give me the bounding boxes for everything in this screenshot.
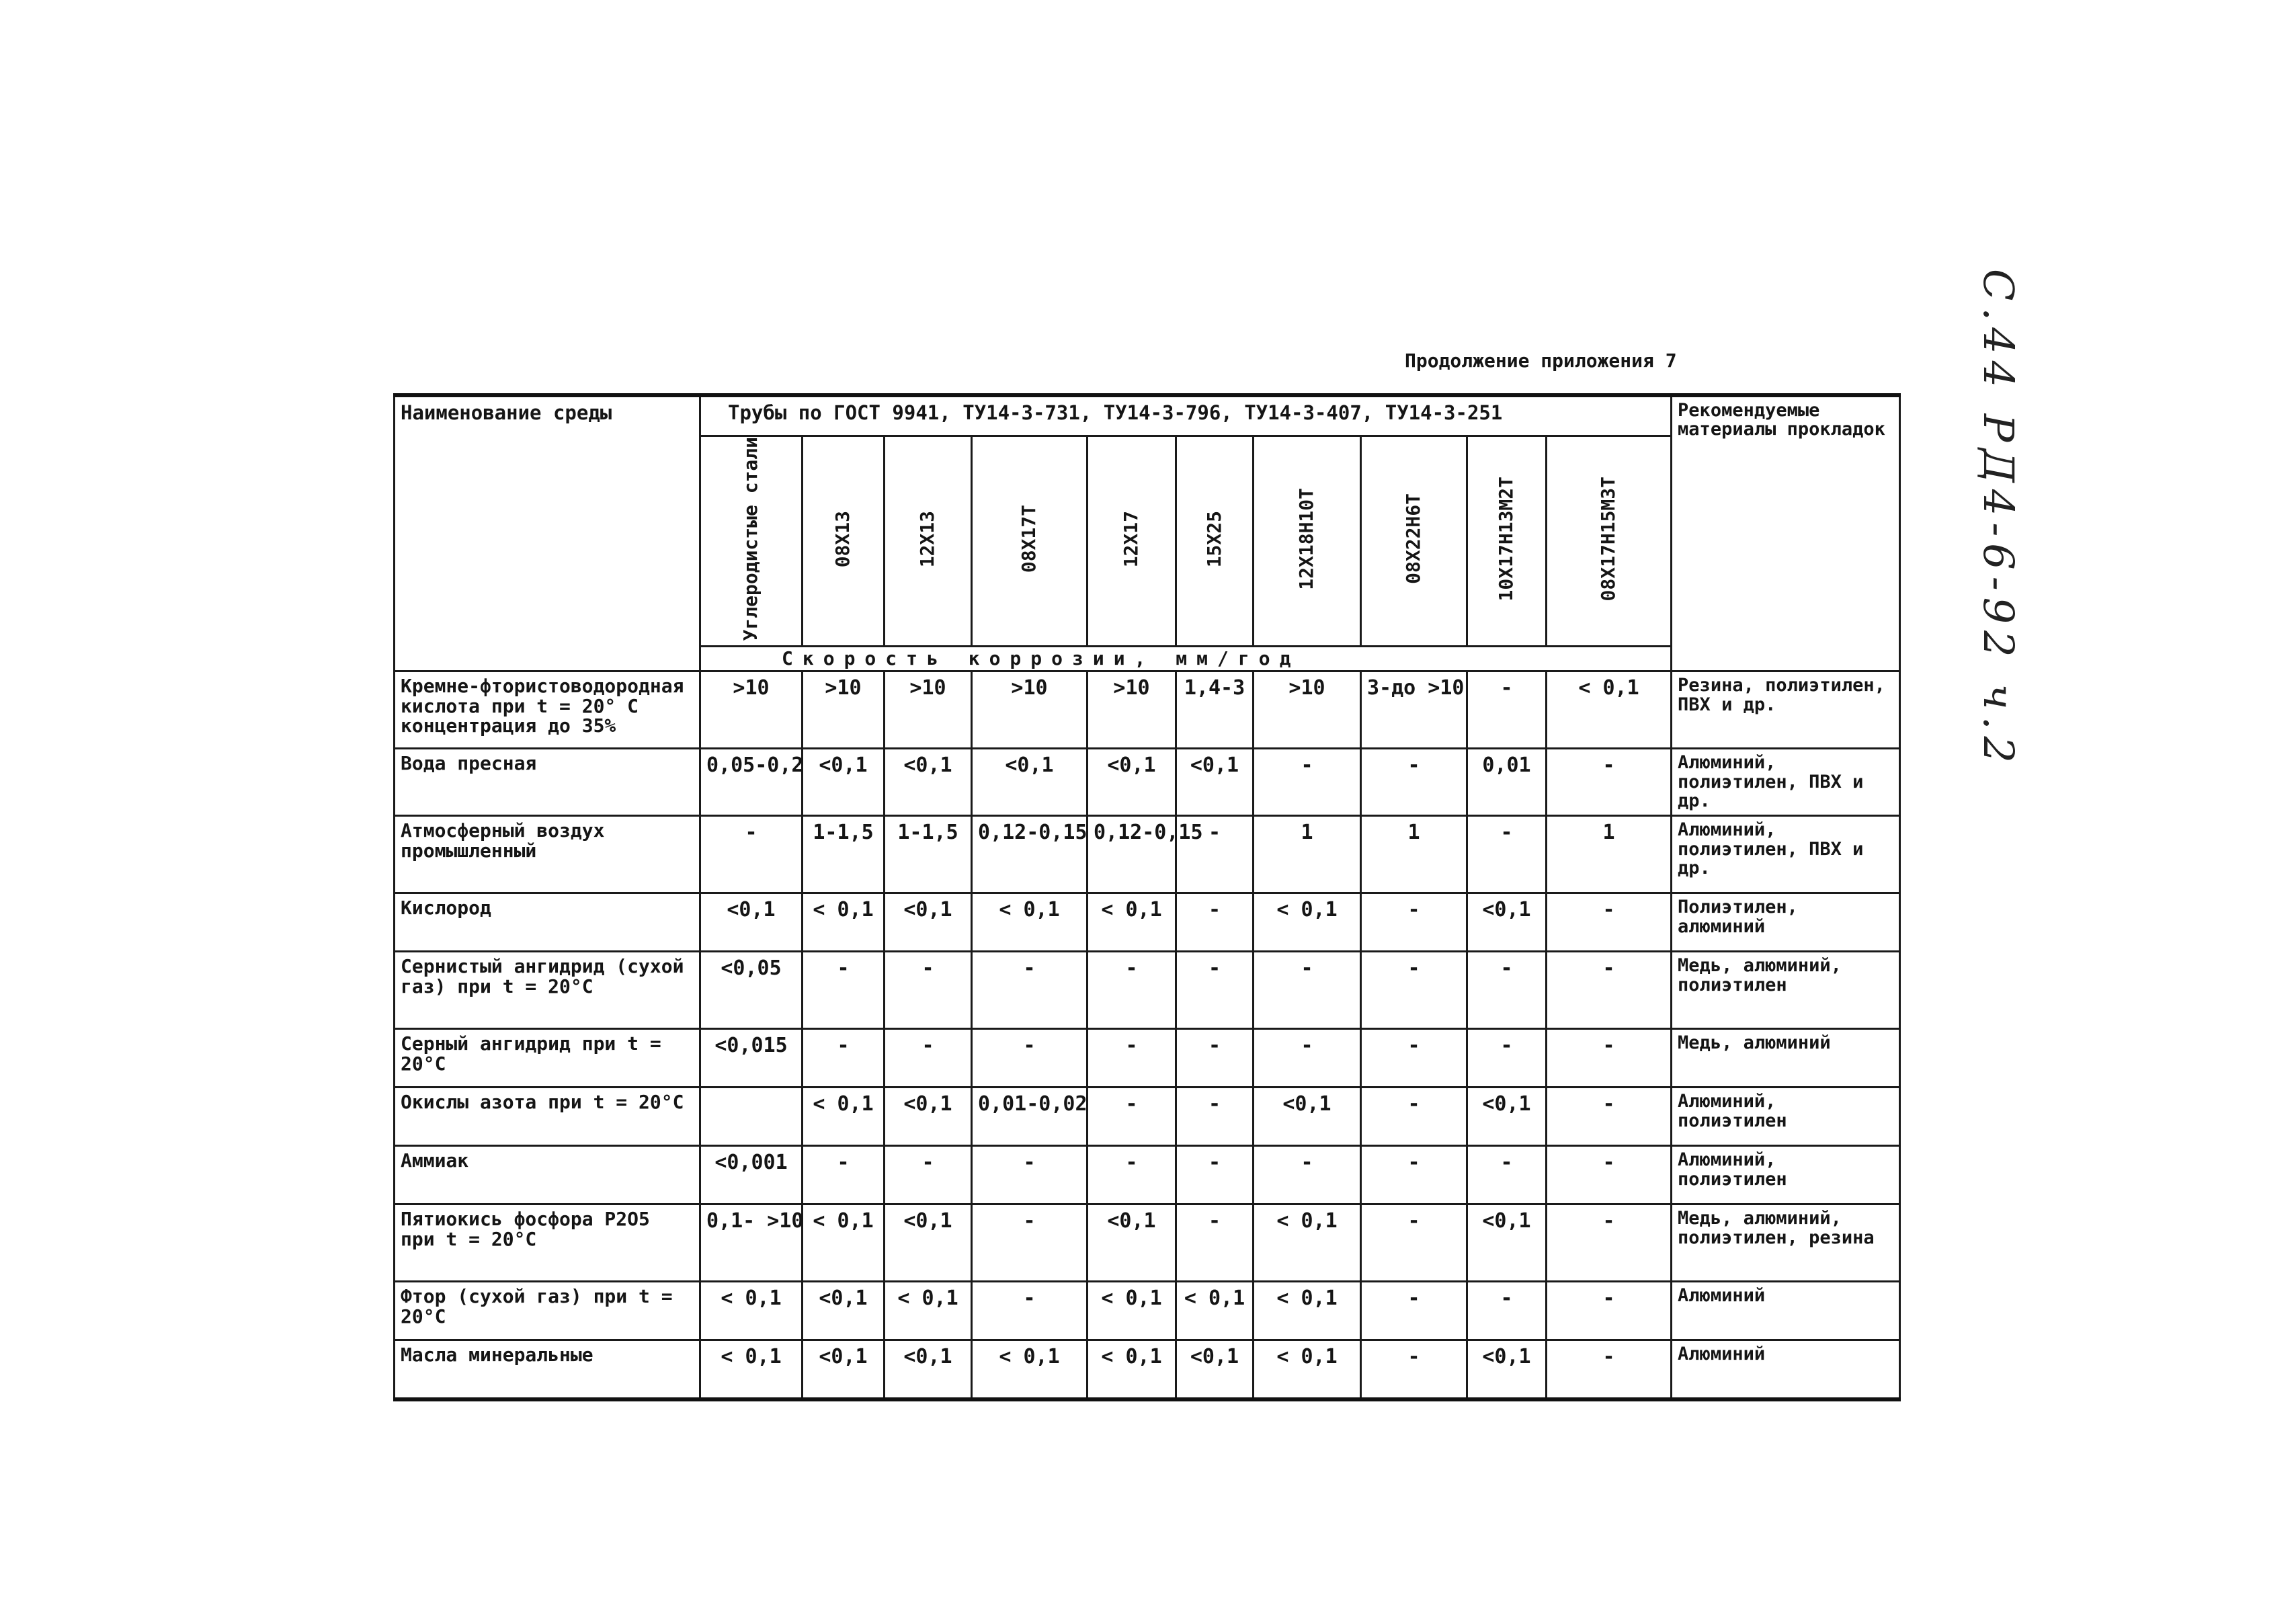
- corrosion-rate-cell: -: [885, 1029, 972, 1088]
- corrosion-rate-cell: <0,1: [700, 893, 803, 952]
- corrosion-rate-cell: <0,1: [885, 749, 972, 816]
- gasket-material-cell: Алюминий, полиэтилен, ПВХ и др.: [1672, 749, 1900, 816]
- corrosion-rate-cell: -: [1467, 952, 1547, 1029]
- corrosion-rate-cell: < 0,1: [1088, 1340, 1176, 1400]
- corrosion-rate-cell: -: [1361, 1340, 1467, 1400]
- steel-grade-label: 08Х17Т: [1018, 505, 1040, 573]
- table-row: [395, 1340, 1900, 1400]
- steel-grade-label: 10Х17Н13М2Т: [1495, 477, 1518, 602]
- corrosion-rate-cell: <0,1: [1467, 893, 1547, 952]
- pipes-standards-header: Трубы по ГОСТ 9941, ТУ14-3-731, ТУ14-3-796, ТУ14-3-407, ТУ14-3-251: [700, 395, 1672, 436]
- table-row: [395, 1146, 1900, 1204]
- corrosion-rate-cell: <0,1: [972, 749, 1088, 816]
- gasket-material-cell: Алюминий, полиэтилен: [1672, 1146, 1900, 1204]
- steel-grade-label: Углеродистые стали: [739, 437, 762, 641]
- steel-grade-header: [700, 436, 803, 647]
- corrosion-rate-cell: >10: [1254, 671, 1361, 749]
- steel-grade-header: [1361, 436, 1467, 647]
- corrosion-rate-cell: < 0,1: [803, 1088, 885, 1146]
- corrosion-rate-cell: 1: [1547, 816, 1672, 893]
- corrosion-rate-cell: -: [1467, 1146, 1547, 1204]
- corrosion-rate-cell: -: [1547, 1204, 1672, 1282]
- corrosion-rate-cell: <0,05: [700, 952, 803, 1029]
- corrosion-rate-cell: -: [1547, 952, 1672, 1029]
- corrosion-rate-cell: >10: [700, 671, 803, 749]
- corrosion-rate-cell: -: [1361, 1088, 1467, 1146]
- corrosion-rate-subheader: Скорость коррозии, мм/год: [700, 647, 1672, 671]
- corrosion-rate-cell: 1-1,5: [803, 816, 885, 893]
- gasket-material-cell: Медь, алюминий, полиэтилен: [1672, 952, 1900, 1029]
- corrosion-rate-cell: >10: [803, 671, 885, 749]
- corrosion-rate-cell: < 0,1: [885, 1282, 972, 1340]
- table-row: [395, 893, 1900, 952]
- table-row: [395, 1204, 1900, 1282]
- corrosion-rate-cell: >10: [1088, 671, 1176, 749]
- table-row: [395, 816, 1900, 893]
- corrosion-rate-cell: < 0,1: [700, 1340, 803, 1400]
- corrosion-rate-cell: -: [803, 1029, 885, 1088]
- corrosion-rate-cell: < 0,1: [1254, 1204, 1361, 1282]
- gasket-material-cell: Алюминий, полиэтилен: [1672, 1088, 1900, 1146]
- corrosion-rate-cell: -: [1088, 1029, 1176, 1088]
- steel-grade-label: 12Х17: [1120, 510, 1143, 567]
- steel-grade-label: 12Х13: [916, 510, 939, 567]
- gasket-material-cell: Медь, алюминий: [1672, 1029, 1900, 1088]
- corrosion-rate-cell: < 0,1: [1088, 893, 1176, 952]
- corrosion-rate-table: [393, 393, 1901, 1401]
- corrosion-rate-cell: -: [972, 1204, 1088, 1282]
- table-body: [395, 671, 1900, 1400]
- corrosion-rate-cell: 0,01: [1467, 749, 1547, 816]
- corrosion-rate-cell: < 0,1: [803, 893, 885, 952]
- corrosion-rate-cell: <0,1: [1467, 1088, 1547, 1146]
- corrosion-rate-cell: < 0,1: [1254, 1282, 1361, 1340]
- gasket-material-cell: Полиэтилен, алюминий: [1672, 893, 1900, 952]
- corrosion-rate-cell: -: [1176, 1088, 1254, 1146]
- medium-name: Серный ангидрид при t = 20°С: [395, 1029, 700, 1088]
- steel-grade-header: [803, 436, 885, 647]
- corrosion-rate-cell: -: [1088, 1146, 1176, 1204]
- corrosion-rate-cell: 1,4-3: [1176, 671, 1254, 749]
- corrosion-rate-cell: -: [972, 1146, 1088, 1204]
- corrosion-rate-cell: <0,1: [1176, 1340, 1254, 1400]
- corrosion-rate-cell: <0,1: [885, 1340, 972, 1400]
- medium-name: Фтор (сухой газ) при t = 20°С: [395, 1282, 700, 1340]
- gasket-material-cell: Медь, алюминий, полиэтилен, резина: [1672, 1204, 1900, 1282]
- corrosion-rate-cell: -: [1467, 1282, 1547, 1340]
- steel-grade-label: 15Х25: [1202, 510, 1225, 567]
- medium-name: Пятиокись фосфора P2O5 при t = 20°С: [395, 1204, 700, 1282]
- table-row: [395, 952, 1900, 1029]
- corrosion-rate-cell: -: [972, 1029, 1088, 1088]
- corrosion-rate-cell: [700, 1088, 803, 1146]
- medium-name: Кремне-фтористоводородная кислота при t = 20° С концентрация до 35%: [395, 671, 700, 749]
- medium-column-header: Наименование среды: [395, 395, 700, 671]
- corrosion-rate-cell: 0,05-0,2: [700, 749, 803, 816]
- steel-grade-label: 08Х22Н6Т: [1402, 493, 1425, 585]
- corrosion-rate-cell: -: [1547, 1146, 1672, 1204]
- corrosion-rate-cell: -: [885, 952, 972, 1029]
- steel-grade-header: [1176, 436, 1254, 647]
- corrosion-rate-cell: >10: [972, 671, 1088, 749]
- corrosion-rate-cell: -: [1176, 952, 1254, 1029]
- corrosion-rate-cell: -: [700, 816, 803, 893]
- corrosion-rate-cell: < 0,1: [1254, 1340, 1361, 1400]
- corrosion-rate-cell: 0,01-0,02: [972, 1088, 1088, 1146]
- table-row: [395, 1088, 1900, 1146]
- corrosion-rate-cell: -: [972, 1282, 1088, 1340]
- gasket-material-cell: Алюминий: [1672, 1340, 1900, 1400]
- corrosion-rate-cell: -: [803, 1146, 885, 1204]
- corrosion-rate-cell: -: [1361, 749, 1467, 816]
- table-row: [395, 1282, 1900, 1340]
- corrosion-rate-cell: < 0,1: [1547, 671, 1672, 749]
- steel-grade-header: [1088, 436, 1176, 647]
- medium-name: Вода пресная: [395, 749, 700, 816]
- steel-grade-header: [885, 436, 972, 647]
- corrosion-rate-cell: <0,001: [700, 1146, 803, 1204]
- corrosion-rate-cell: -: [1361, 1204, 1467, 1282]
- corrosion-rate-cell: -: [1176, 1204, 1254, 1282]
- corrosion-rate-cell: -: [1254, 952, 1361, 1029]
- corrosion-rate-cell: -: [1176, 893, 1254, 952]
- steel-grade-label: 12Х18Н10Т: [1295, 487, 1318, 590]
- corrosion-rate-cell: -: [1547, 1340, 1672, 1400]
- corrosion-rate-cell: -: [1467, 671, 1547, 749]
- corrosion-rate-cell: 1: [1254, 816, 1361, 893]
- medium-name: Атмосферный воздух промышленный: [395, 816, 700, 893]
- corrosion-rate-cell: <0,1: [1088, 1204, 1176, 1282]
- corrosion-rate-cell: 0,12-0,15: [972, 816, 1088, 893]
- corrosion-rate-cell: < 0,1: [1254, 893, 1361, 952]
- corrosion-rate-cell: -: [1547, 1029, 1672, 1088]
- corrosion-rate-cell: 1-1,5: [885, 816, 972, 893]
- corrosion-rate-cell: <0,1: [803, 749, 885, 816]
- steel-grade-header: [972, 436, 1088, 647]
- corrosion-rate-cell: -: [1361, 893, 1467, 952]
- medium-name: Аммиак: [395, 1146, 700, 1204]
- corrosion-rate-cell: -: [1361, 1146, 1467, 1204]
- medium-name: Окислы азота при t = 20°С: [395, 1088, 700, 1146]
- corrosion-rate-cell: -: [1547, 1282, 1672, 1340]
- corrosion-rate-cell: -: [1361, 1282, 1467, 1340]
- table-row: [395, 749, 1900, 816]
- corrosion-rate-cell: < 0,1: [1088, 1282, 1176, 1340]
- corrosion-rate-cell: <0,1: [1088, 749, 1176, 816]
- table-row: [395, 1029, 1900, 1088]
- corrosion-rate-cell: -: [885, 1146, 972, 1204]
- steel-grade-header: [1467, 436, 1547, 647]
- corrosion-rate-cell: -: [1088, 952, 1176, 1029]
- corrosion-rate-cell: -: [1176, 1146, 1254, 1204]
- corrosion-rate-cell: -: [1547, 893, 1672, 952]
- gasket-material-cell: Алюминий: [1672, 1282, 1900, 1340]
- corrosion-rate-cell: <0,1: [1176, 749, 1254, 816]
- corrosion-rate-cell: < 0,1: [803, 1204, 885, 1282]
- medium-name: Масла минеральные: [395, 1340, 700, 1400]
- corrosion-rate-cell: 0,1- >10: [700, 1204, 803, 1282]
- document-code-note: С.44 РД4-6-92 ч.2: [1974, 269, 2023, 770]
- corrosion-rate-cell: <0,1: [885, 1088, 972, 1146]
- corrosion-rate-cell: -: [1467, 1029, 1547, 1088]
- corrosion-rate-cell: -: [1254, 749, 1361, 816]
- corrosion-rate-cell: 0,12-0,15: [1088, 816, 1176, 893]
- corrosion-rate-cell: -: [972, 952, 1088, 1029]
- corrosion-rate-cell: <0,015: [700, 1029, 803, 1088]
- corrosion-rate-cell: < 0,1: [972, 1340, 1088, 1400]
- corrosion-rate-cell: -: [1547, 749, 1672, 816]
- corrosion-rate-cell: -: [1176, 1029, 1254, 1088]
- corrosion-rate-cell: -: [1361, 1029, 1467, 1088]
- gasket-materials-header: Рекомендуемые материалы прокладок: [1672, 395, 1900, 671]
- steel-grade-header: [1547, 436, 1672, 647]
- medium-name: Кислород: [395, 893, 700, 952]
- table-row: [395, 671, 1900, 749]
- corrosion-rate-cell: < 0,1: [972, 893, 1088, 952]
- steel-grade-label: 08Х13: [831, 510, 854, 567]
- corrosion-rate-cell: -: [1467, 816, 1547, 893]
- corrosion-rate-cell: -: [1254, 1146, 1361, 1204]
- gasket-material-cell: Резина, полиэтилен, ПВХ и др.: [1672, 671, 1900, 749]
- gasket-material-cell: Алюминий, полиэтилен, ПВХ и др.: [1672, 816, 1900, 893]
- corrosion-rate-cell: -: [1361, 952, 1467, 1029]
- corrosion-rate-cell: <0,1: [885, 893, 972, 952]
- corrosion-rate-cell: -: [803, 952, 885, 1029]
- corrosion-rate-cell: 3-до >10: [1361, 671, 1467, 749]
- continuation-caption: Продолжение приложения 7: [1405, 350, 1677, 372]
- corrosion-rate-cell: 1: [1361, 816, 1467, 893]
- corrosion-rate-cell: <0,1: [1254, 1088, 1361, 1146]
- corrosion-rate-cell: -: [1088, 1088, 1176, 1146]
- corrosion-rate-cell: <0,1: [885, 1204, 972, 1282]
- corrosion-rate-cell: >10: [885, 671, 972, 749]
- corrosion-rate-cell: -: [1254, 1029, 1361, 1088]
- steel-grade-label: 08Х17Н15М3Т: [1597, 477, 1620, 602]
- corrosion-rate-cell: < 0,1: [700, 1282, 803, 1340]
- corrosion-rate-cell: -: [1547, 1088, 1672, 1146]
- corrosion-rate-cell: <0,1: [1467, 1204, 1547, 1282]
- medium-name: Сернистый ангидрид (сухой газ) при t = 20°С: [395, 952, 700, 1029]
- steel-grade-header: [1254, 436, 1361, 647]
- corrosion-rate-cell: <0,1: [803, 1340, 885, 1400]
- corrosion-rate-cell: < 0,1: [1176, 1282, 1254, 1340]
- corrosion-rate-cell: -: [1176, 816, 1254, 893]
- corrosion-rate-cell: <0,1: [803, 1282, 885, 1340]
- corrosion-rate-cell: <0,1: [1467, 1340, 1547, 1400]
